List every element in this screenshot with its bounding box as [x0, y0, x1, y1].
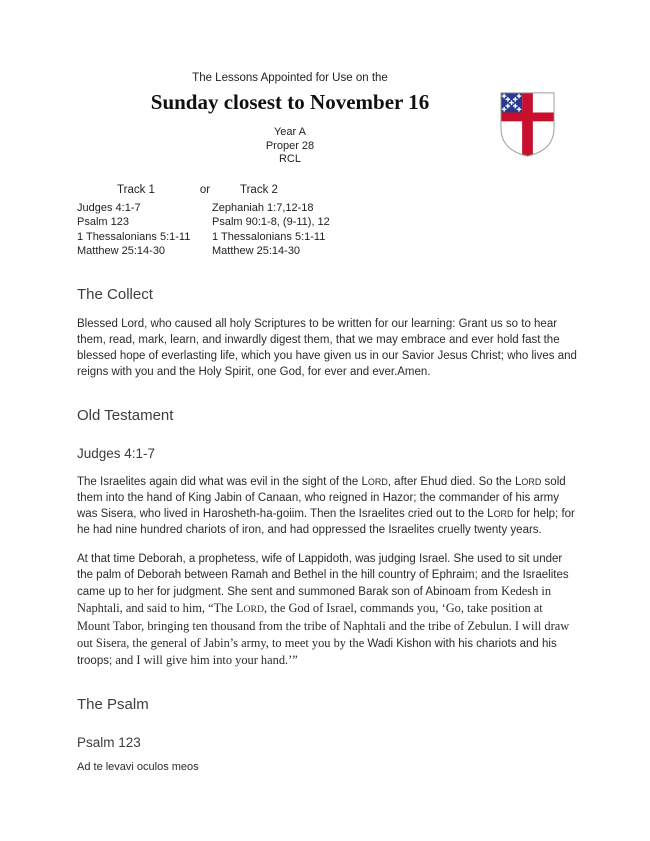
subtitle-rcl: RCL [278, 153, 301, 165]
track1-readings [77, 201, 212, 259]
subtitle-proper: Proper 28 [265, 139, 315, 152]
document-content [77, 72, 577, 773]
document-header [77, 72, 503, 167]
text-segment: Wadi Kishon with his chariots and his troops; [77, 637, 557, 667]
subtitle-year: Year A [273, 126, 306, 138]
track2-reading: Psalm 90:1-8, (9-11), 12 [212, 216, 330, 228]
text-segment: ORD [243, 603, 265, 615]
collect-body: Blessed Lord, who caused all holy Scriptures to be written for our learning: Grant us so to hear them, read, mark, learn, and inwardly digest them, that we may embrace and ever hold fast the blessed hope of everlasting life, which you have given us in our Savior Jesus Christ; who lives and reigns with you and the Holy Spirit, one God, for ever and ever.Amen. [77, 317, 577, 378]
text-segment: ORD [521, 476, 542, 487]
track1-reading: Matthew 25:14-30 [77, 245, 166, 257]
text-segment: , the God of Israel, commands you, ‘Go, take position at Mount Tabor, bringing ten thousand from the tribe of Naphtali and the tribe of Zebulun. I will draw out Sisera, the general of Jabin’s army, to meet you by the [77, 600, 570, 650]
text-segment: , after Ehud died. So the L [387, 475, 522, 488]
collect-heading: The Collect [77, 285, 153, 303]
old-testament-paragraph-1 [77, 474, 577, 538]
track2-reading: Matthew 25:14-30 [212, 245, 301, 257]
text-segment: ORD [493, 508, 514, 519]
track-header-row [77, 184, 577, 196]
old-testament-paragraph-2 [77, 551, 577, 669]
text-segment: for help; for he had nine hundred chariots of iron, and had oppressed the Israelites cruelly twenty years. [77, 507, 575, 536]
text-segment: sold them into the hand of King Jabin of Canaan, who reigned in Hazor; the commander of his army was Sisera, who lived in Harosheth-ha-goiim. Then the Israelites cried out to the L [77, 475, 566, 520]
track2-reading: Zephaniah 1:7,12-18 [212, 201, 314, 214]
psalm-reference: Psalm 123 [77, 734, 141, 750]
track2-readings [212, 201, 330, 259]
text-segment: At that time Deborah, a prophetess, wife of Lappidoth, was judging Israel. She used to sit under the palm of Deborah between Ramah and Bethel in the hill country of Ephraim; and the Israelites came up to her for judgment. She sent and summoned Barak son of Abinoam [77, 552, 569, 598]
text-segment: The Israelites again did what was evil in the sight of the L [77, 475, 368, 488]
track1-label: Track 1 [117, 183, 155, 196]
track1-reading: Judges 4:1-7 [77, 201, 141, 214]
subtitle-block [77, 126, 503, 167]
psalm-heading: The Psalm [77, 695, 149, 713]
header-line: The Lessons Appointed for Use on the [192, 72, 388, 84]
page-title: Sunday closest to November 16 [150, 90, 430, 114]
track1-reading: Psalm 123 [77, 216, 129, 228]
track-lists [77, 201, 577, 259]
or-label: or [199, 183, 211, 196]
track1-reading: 1 Thessalonians 5:1-11 [77, 230, 191, 243]
old-testament-heading: Old Testament [77, 406, 174, 424]
track2-label: Track 2 [240, 183, 278, 196]
text-segment: and I will give him into your hand.’” [115, 652, 298, 667]
text-segment: from Kedesh in Naphtali, and said to him, “The L [77, 583, 552, 615]
psalm-latin-title: Ad te levavi oculos meos [77, 760, 199, 773]
text-segment: ORD [367, 476, 388, 487]
old-testament-reference: Judges 4:1-7 [77, 445, 156, 461]
track2-reading: 1 Thessalonians 5:1-11 [212, 230, 326, 243]
